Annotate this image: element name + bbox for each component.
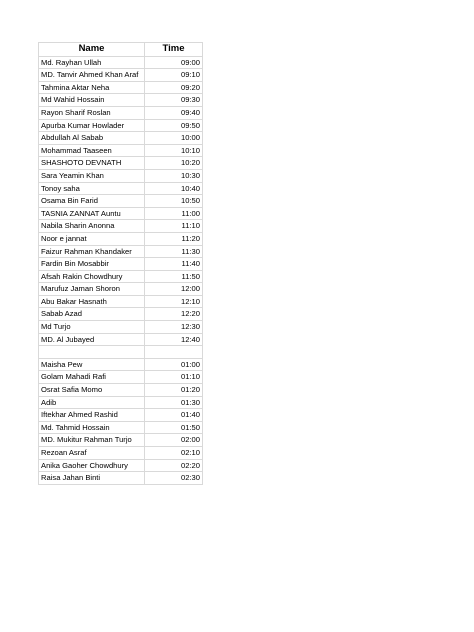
- table-row: [39, 321, 203, 334]
- table-row: [39, 81, 203, 94]
- name-cell: MD. Tanvir Ahmed Khan Araf: [39, 69, 145, 82]
- name-cell: Md. Rayhan Ullah: [39, 56, 145, 69]
- name-cell: TASNIA ZANNAT Auntu: [39, 207, 145, 220]
- time-cell: 01:10: [145, 371, 203, 384]
- table-row: [39, 245, 203, 258]
- table-row: [39, 182, 203, 195]
- time-cell: 11:10: [145, 220, 203, 233]
- time-cell: 12:00: [145, 283, 203, 296]
- time-cell: 01:50: [145, 421, 203, 434]
- table-row: [39, 396, 203, 409]
- name-cell: Md. Tahmid Hossain: [39, 421, 145, 434]
- name-cell: Abu Bakar Hasnath: [39, 295, 145, 308]
- table-row: [39, 157, 203, 170]
- name-cell: Maisha Pew: [39, 358, 145, 371]
- table-row: [39, 94, 203, 107]
- table-row: [39, 220, 203, 233]
- name-cell: Nabila Sharin Anonna: [39, 220, 145, 233]
- time-cell: 12:10: [145, 295, 203, 308]
- time-cell: 12:30: [145, 321, 203, 334]
- time-cell: 01:20: [145, 384, 203, 397]
- time-cell: 10:10: [145, 144, 203, 157]
- name-cell: Rezoan Asraf: [39, 447, 145, 460]
- time-cell: 10:00: [145, 132, 203, 145]
- name-cell: Mohammad Taaseen: [39, 144, 145, 157]
- name-cell: Osama Bin Farid: [39, 195, 145, 208]
- name-cell: MD. Al Jubayed: [39, 333, 145, 346]
- table-row: [39, 132, 203, 145]
- table-row: [39, 409, 203, 422]
- table-row: [39, 421, 203, 434]
- time-cell: 09:10: [145, 69, 203, 82]
- table-row: [39, 384, 203, 397]
- name-cell: MD. Mukitur Rahman Turjo: [39, 434, 145, 447]
- table-row: [39, 56, 203, 69]
- time-cell: 01:40: [145, 409, 203, 422]
- table-row: [39, 144, 203, 157]
- time-cell: 11:50: [145, 270, 203, 283]
- time-cell: 10:30: [145, 169, 203, 182]
- time-cell: 02:20: [145, 459, 203, 472]
- table-row: [39, 258, 203, 271]
- name-cell: Anika Gaoher Chowdhury: [39, 459, 145, 472]
- time-cell: 09:30: [145, 94, 203, 107]
- table-row: [39, 358, 203, 371]
- time-cell: 11:20: [145, 232, 203, 245]
- name-cell: Osrat Safia Momo: [39, 384, 145, 397]
- header-row: [39, 43, 203, 57]
- time-cell: 10:20: [145, 157, 203, 170]
- table-row: [39, 295, 203, 308]
- schedule-table: [38, 42, 203, 485]
- table-row: [39, 459, 203, 472]
- name-cell: Fardin Bin Mosabbir: [39, 258, 145, 271]
- name-cell: Tahmina Aktar Neha: [39, 81, 145, 94]
- name-cell: Apurba Kumar Howlader: [39, 119, 145, 132]
- time-cell: 11:30: [145, 245, 203, 258]
- table-row: [39, 434, 203, 447]
- time-column-header: Time: [145, 43, 203, 57]
- name-cell: Abdullah Al Sabab: [39, 132, 145, 145]
- table-row: [39, 283, 203, 296]
- time-cell: 09:50: [145, 119, 203, 132]
- time-cell: 12:20: [145, 308, 203, 321]
- table-row: [39, 106, 203, 119]
- name-cell: Tonoy saha: [39, 182, 145, 195]
- table-body: [39, 56, 203, 484]
- name-cell: Sara Yeamin Khan: [39, 169, 145, 182]
- name-cell: Marufuz Jaman Shoron: [39, 283, 145, 296]
- name-cell: Golam Mahadi Rafi: [39, 371, 145, 384]
- time-cell: 02:10: [145, 447, 203, 460]
- name-cell: Afsah Rakin Chowdhury: [39, 270, 145, 283]
- name-cell: Noor e jannat: [39, 232, 145, 245]
- table-row: [39, 195, 203, 208]
- table-row: [39, 270, 203, 283]
- table-row: [39, 346, 203, 359]
- time-cell: 01:30: [145, 396, 203, 409]
- name-cell: Sabab Azad: [39, 308, 145, 321]
- name-cell: SHASHOTO DEVNATH: [39, 157, 145, 170]
- time-cell: [145, 346, 203, 359]
- name-cell: Faizur Rahman Khandaker: [39, 245, 145, 258]
- table-row: [39, 232, 203, 245]
- name-cell: Iftekhar Ahmed Rashid: [39, 409, 145, 422]
- time-cell: 02:00: [145, 434, 203, 447]
- table-row: [39, 472, 203, 485]
- table-row: [39, 371, 203, 384]
- name-cell: [39, 346, 145, 359]
- time-cell: 12:40: [145, 333, 203, 346]
- table-row: [39, 119, 203, 132]
- table-row: [39, 447, 203, 460]
- name-cell: Md Wahid Hossain: [39, 94, 145, 107]
- name-cell: Raisa Jahan Binti: [39, 472, 145, 485]
- time-cell: 11:00: [145, 207, 203, 220]
- time-cell: 02:30: [145, 472, 203, 485]
- time-cell: 09:40: [145, 106, 203, 119]
- name-cell: Md Turjo: [39, 321, 145, 334]
- name-column-header: Name: [39, 43, 145, 57]
- time-cell: 09:00: [145, 56, 203, 69]
- time-cell: 10:40: [145, 182, 203, 195]
- table-row: [39, 333, 203, 346]
- time-cell: 11:40: [145, 258, 203, 271]
- name-cell: Adib: [39, 396, 145, 409]
- time-cell: 09:20: [145, 81, 203, 94]
- table-row: [39, 207, 203, 220]
- table-row: [39, 308, 203, 321]
- time-cell: 01:00: [145, 358, 203, 371]
- table-row: [39, 169, 203, 182]
- name-cell: Rayon Sharif Roslan: [39, 106, 145, 119]
- time-cell: 10:50: [145, 195, 203, 208]
- table-row: [39, 69, 203, 82]
